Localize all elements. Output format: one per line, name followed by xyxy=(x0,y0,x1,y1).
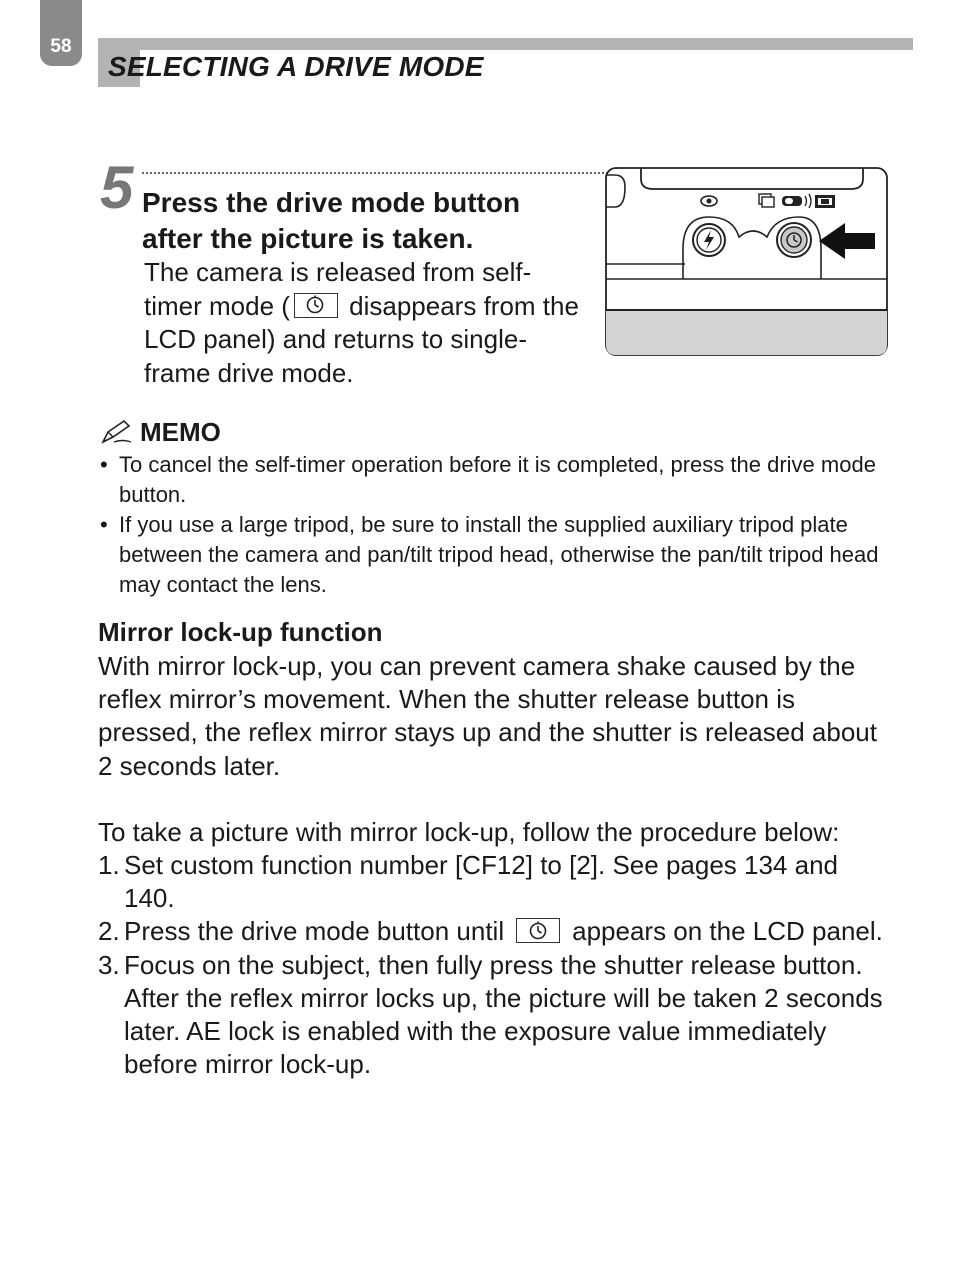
step-index: 2. xyxy=(98,916,120,947)
procedure-steps xyxy=(98,849,888,1081)
mirror-lockup-body: With mirror lock-up, you can prevent camera shake caused by the reflex mirror’s movement. When the shutter release button is pressed, the reflex mirror stays up and the shutter is released about 2 seconds later. xyxy=(98,651,877,781)
step-followup: After the reflex mirror locks up, the picture will be taken 2 seconds later. AE lock is enabled with the exposure value immediately before mirror lock-up. xyxy=(124,982,883,1080)
pencil-icon xyxy=(100,417,140,448)
page-number: 58 xyxy=(50,36,72,57)
step-number: 5 xyxy=(100,154,134,221)
memo-title xyxy=(100,417,221,448)
step-heading-line1: Press the drive mode button xyxy=(142,187,521,218)
step-text-after: appears on the LCD panel. xyxy=(572,916,883,947)
mirror-lockup-title: Mirror lock-up function xyxy=(98,617,383,647)
step-heading xyxy=(142,185,520,257)
step-index: 1. xyxy=(98,850,120,880)
memo-title-text: MEMO xyxy=(140,417,221,447)
procedure-step xyxy=(98,949,888,1082)
self-timer-icon xyxy=(516,918,560,943)
memo-list xyxy=(98,450,898,600)
memo-item: • If you use a large tripod, be sure to install the supplied auxiliary tripod plate between the camera and pan/tilt tripod head, otherwise the pan/tilt tripod head may contact the lens. xyxy=(98,510,898,600)
procedure-intro: To take a picture with mirror lock-up, follow the procedure below: xyxy=(98,817,840,847)
step-body xyxy=(144,256,584,390)
step-index: 3. xyxy=(98,949,120,980)
step-body-part2: disappears from the LCD panel) and returns to single-frame drive mode. xyxy=(144,290,579,388)
step-text: Set custom function number [CF12] to [2]. See pages 134 and 140. xyxy=(124,850,838,914)
step-heading-line2: after the picture is taken. xyxy=(142,223,474,254)
memo-item: • To cancel the self-timer operation before it is completed, press the drive mode button. xyxy=(98,450,898,510)
procedure-step xyxy=(98,849,888,915)
self-timer-icon xyxy=(294,293,338,318)
camera-drive-button-illustration xyxy=(605,167,888,356)
header-bar xyxy=(98,38,913,50)
step-text-before: Press the drive mode button until xyxy=(124,916,505,947)
step-divider xyxy=(142,172,608,174)
section-title: SELECTING A DRIVE MODE xyxy=(108,51,484,82)
procedure-step xyxy=(98,915,888,948)
step-text: Focus on the subject, then fully press the shutter release button. xyxy=(124,949,863,980)
step-body-part1: The camera is released from self-timer mode ( xyxy=(144,257,532,321)
